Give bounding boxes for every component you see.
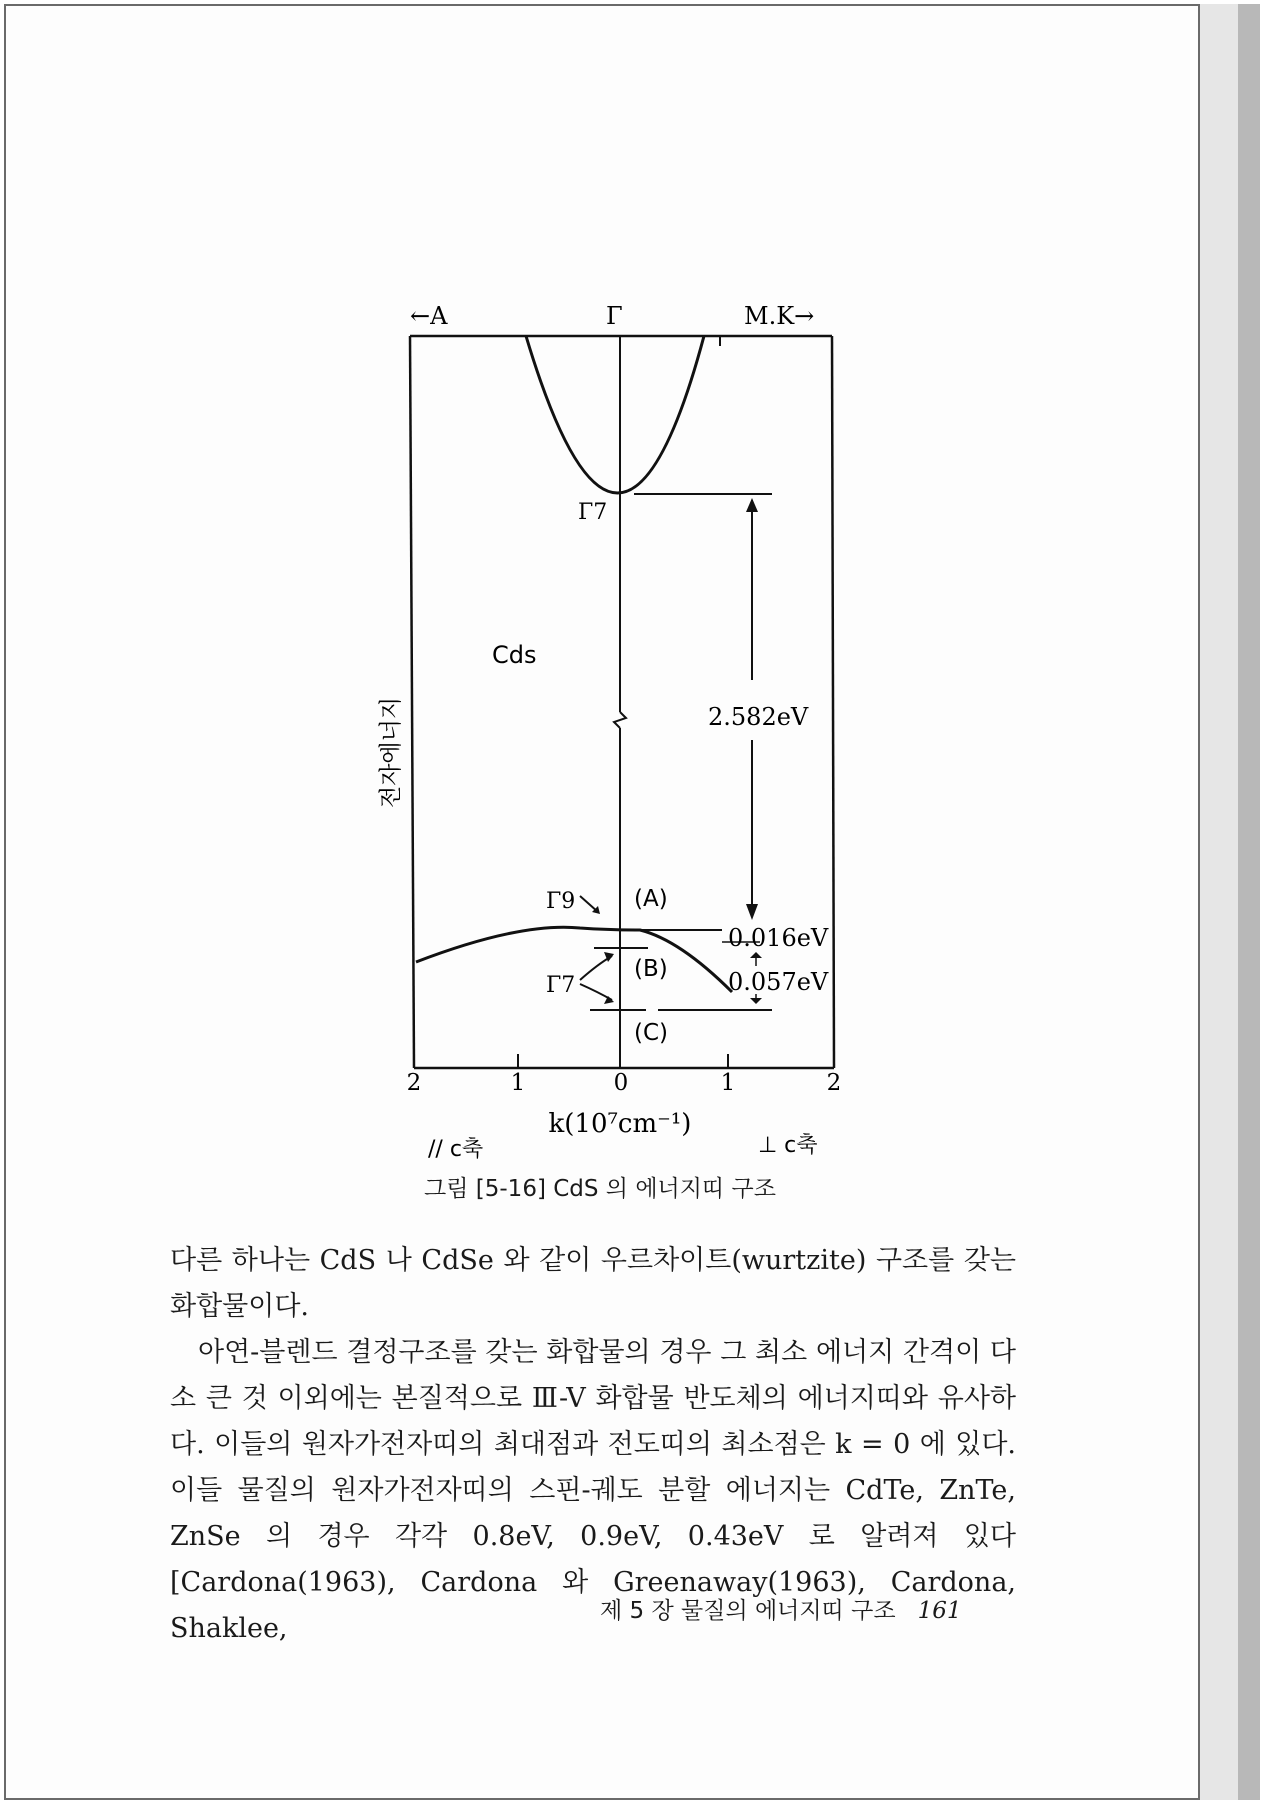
frame-left (410, 336, 414, 1068)
label-parallel-c-axis: // c축 (428, 1137, 484, 1162)
label-gamma9: Γ9 (546, 889, 576, 914)
conduction-band-curve (526, 336, 704, 493)
page-footer (600, 1592, 962, 1625)
split2-arrowhead-top (750, 952, 762, 958)
x-tick-1-left: 1 (510, 1070, 526, 1096)
label-gamma-point: Γ (606, 302, 623, 330)
label-direction-MK: M.K→ (744, 302, 815, 330)
label-perpendicular-c-axis: ⊥ c축 (758, 1133, 818, 1158)
label-split-0057: 0.057eV (728, 968, 829, 996)
y-axis-label: 전자에너지 (378, 696, 404, 808)
x-tick-2-right: 2 (826, 1070, 842, 1096)
gap-arrowhead-bottom (746, 904, 758, 920)
gap-arrowhead-top (746, 498, 758, 512)
page-number: 161 (917, 1598, 962, 1624)
body-text (170, 1238, 1016, 1652)
frame-right (832, 336, 834, 1068)
label-band-B: (B) (634, 956, 668, 982)
label-gamma7-lower: Γ7 (546, 973, 576, 998)
x-tick-1-right: 1 (720, 1070, 736, 1096)
label-gamma7-upper: Γ7 (578, 500, 608, 525)
split2-arrowhead-bottom (750, 998, 762, 1004)
x-tick-2-left: 2 (406, 1070, 422, 1096)
label-band-gap: 2.582eV (708, 703, 809, 731)
label-material: Cds (492, 641, 537, 669)
x-tick-0: 0 (613, 1070, 629, 1096)
label-band-C: (C) (634, 1020, 669, 1046)
x-axis-label: k(10⁷cm⁻¹) (548, 1109, 692, 1139)
label-split-0016: 0.016eV (728, 924, 829, 952)
label-band-A: (A) (634, 886, 668, 912)
axis-break (614, 712, 626, 728)
paragraph-2: 아연-블렌드 결정구조를 갖는 화합물의 경우 그 최소 에너지 간격이 다소 큰 것 이외에는 본질적으로 Ⅲ-V 화합물 반도체의 에너지띠와 유사하다. 이들의 원자가전자띠의 최대점과 전도띠의 최소점은 k = 0 에 있다. 이들 물질의 원자가전자띠의 스핀-궤도 분할 에너지는 CdTe, ZnTe, ZnSe 의 경우 각각 0.8eV, 0.9eV, 0.43eV 로 알려져 있다 [Cardona(1963), Cardona 와 Greenaway(1963), Cardona, Shaklee, (170, 1337, 1016, 1644)
chapter-title: 제 5 장 물질의 에너지띠 구조 (600, 1598, 896, 1624)
label-direction-A: ←A (410, 302, 448, 330)
paragraph-1: 다른 하나는 CdS 나 CdSe 와 같이 우르차이트(wurtzite) 구조를 갖는 화합물이다. (170, 1245, 1016, 1322)
figure-caption: 그림 [5-16] CdS 의 에너지띠 구조 (424, 1176, 776, 1202)
